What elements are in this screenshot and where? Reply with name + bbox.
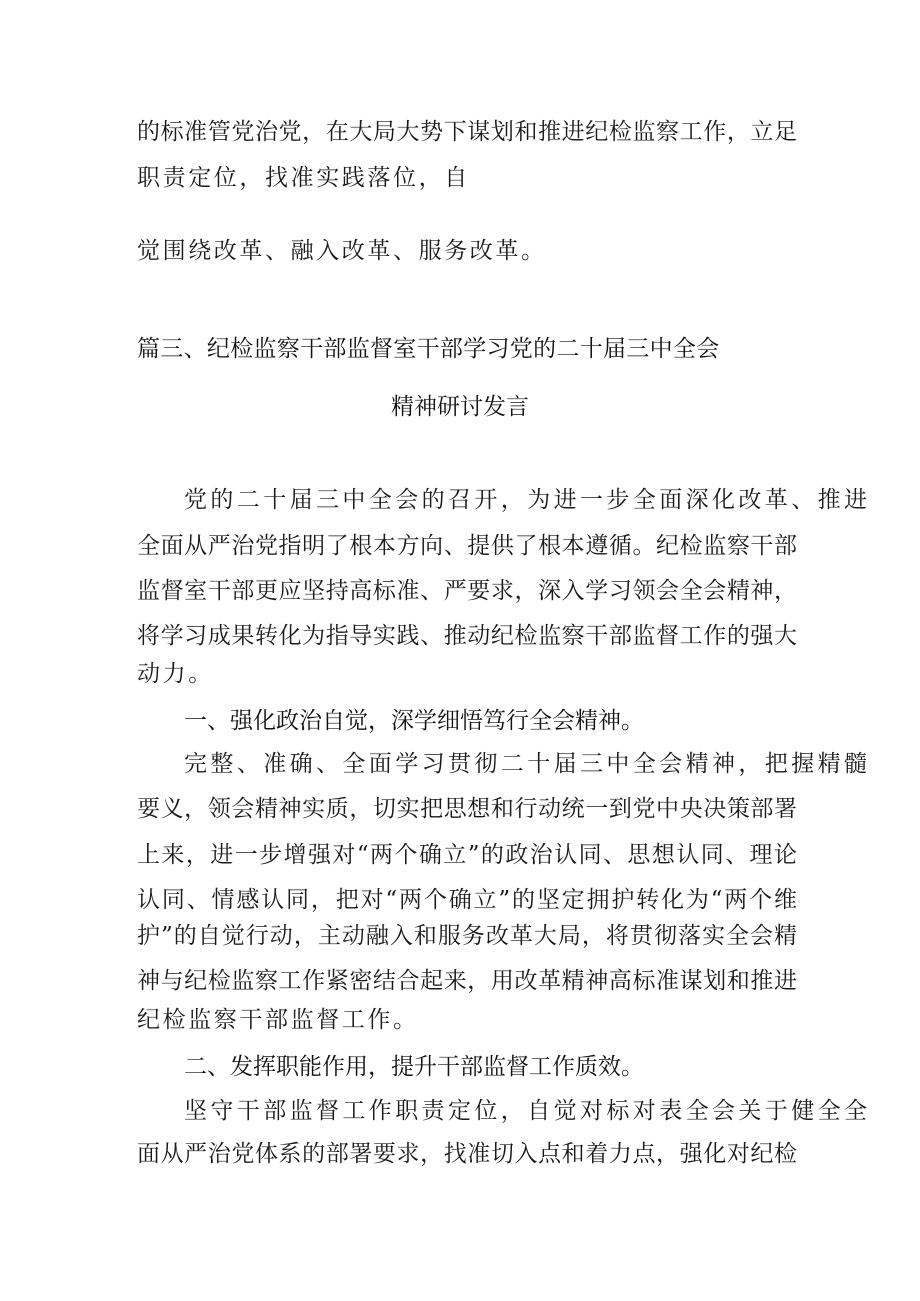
intro-line-2: 全面从严治党指明了根本方向、提供了根本遵循。纪检监察干部 xyxy=(137,533,797,559)
section-1-line-6: 神与纪检监察工作紧密结合起来，用改革精神高标准谋划和推进 xyxy=(137,968,797,994)
section-1-line-3: 上来，进一步增强对“两个确立”的政治认同、思想认同、理论 xyxy=(137,842,797,868)
intro-line-3: 监督室干部更应坚持高标准、严要求，深入学习领会全会精神， xyxy=(137,578,797,604)
continuation-line-3: 觉围绕改革、融入改革、服务改革。 xyxy=(137,238,547,264)
section-1-heading: 一、强化政治自觉，深学细悟笃行全会精神。 xyxy=(184,708,644,734)
section-2-line-1: 坚守干部监督工作职责定位，自觉对标对表全会关于健全全 xyxy=(184,1098,871,1124)
intro-line-5: 动力。 xyxy=(137,661,214,687)
section-2-line-2: 面从严治党体系的部署要求，找准切入点和着力点，强化对纪检 xyxy=(137,1141,797,1167)
article-title-line-2: 精神研讨发言 xyxy=(391,394,529,420)
section-1-line-2: 要义，领会精神实质，切实把思想和行动统一到党中央决策部署 xyxy=(137,796,797,822)
continuation-line-1: 的标准管党治党，在大局大势下谋划和推进纪检监察工作，立足 xyxy=(137,119,797,145)
section-1-line-7: 纪检监察干部监督工作。 xyxy=(137,1007,419,1033)
continuation-line-2: 职责定位，找准实践落位，自 xyxy=(137,165,470,191)
section-1-line-4: 认同、情感认同，把对“两个确立”的坚定拥护转化为“两个维 xyxy=(137,887,797,913)
intro-line-4: 将学习成果转化为指导实践、推动纪检监察干部监督工作的强大 xyxy=(137,623,797,649)
section-2-heading: 二、发挥职能作用，提升干部监督工作质效。 xyxy=(184,1054,644,1080)
section-1-line-5: 护”的自觉行动，主动融入和服务改革大局，将贯彻落实全会精 xyxy=(137,923,797,949)
section-1-line-1: 完整、准确、全面学习贯彻二十届三中全会精神，把握精髓 xyxy=(184,751,871,777)
article-title-line-1: 篇三、纪检监察干部监督室干部学习党的二十届三中全会 xyxy=(137,336,720,362)
intro-line-1: 党的二十届三中全会的召开，为进一步全面深化改革、推进 xyxy=(184,487,871,513)
